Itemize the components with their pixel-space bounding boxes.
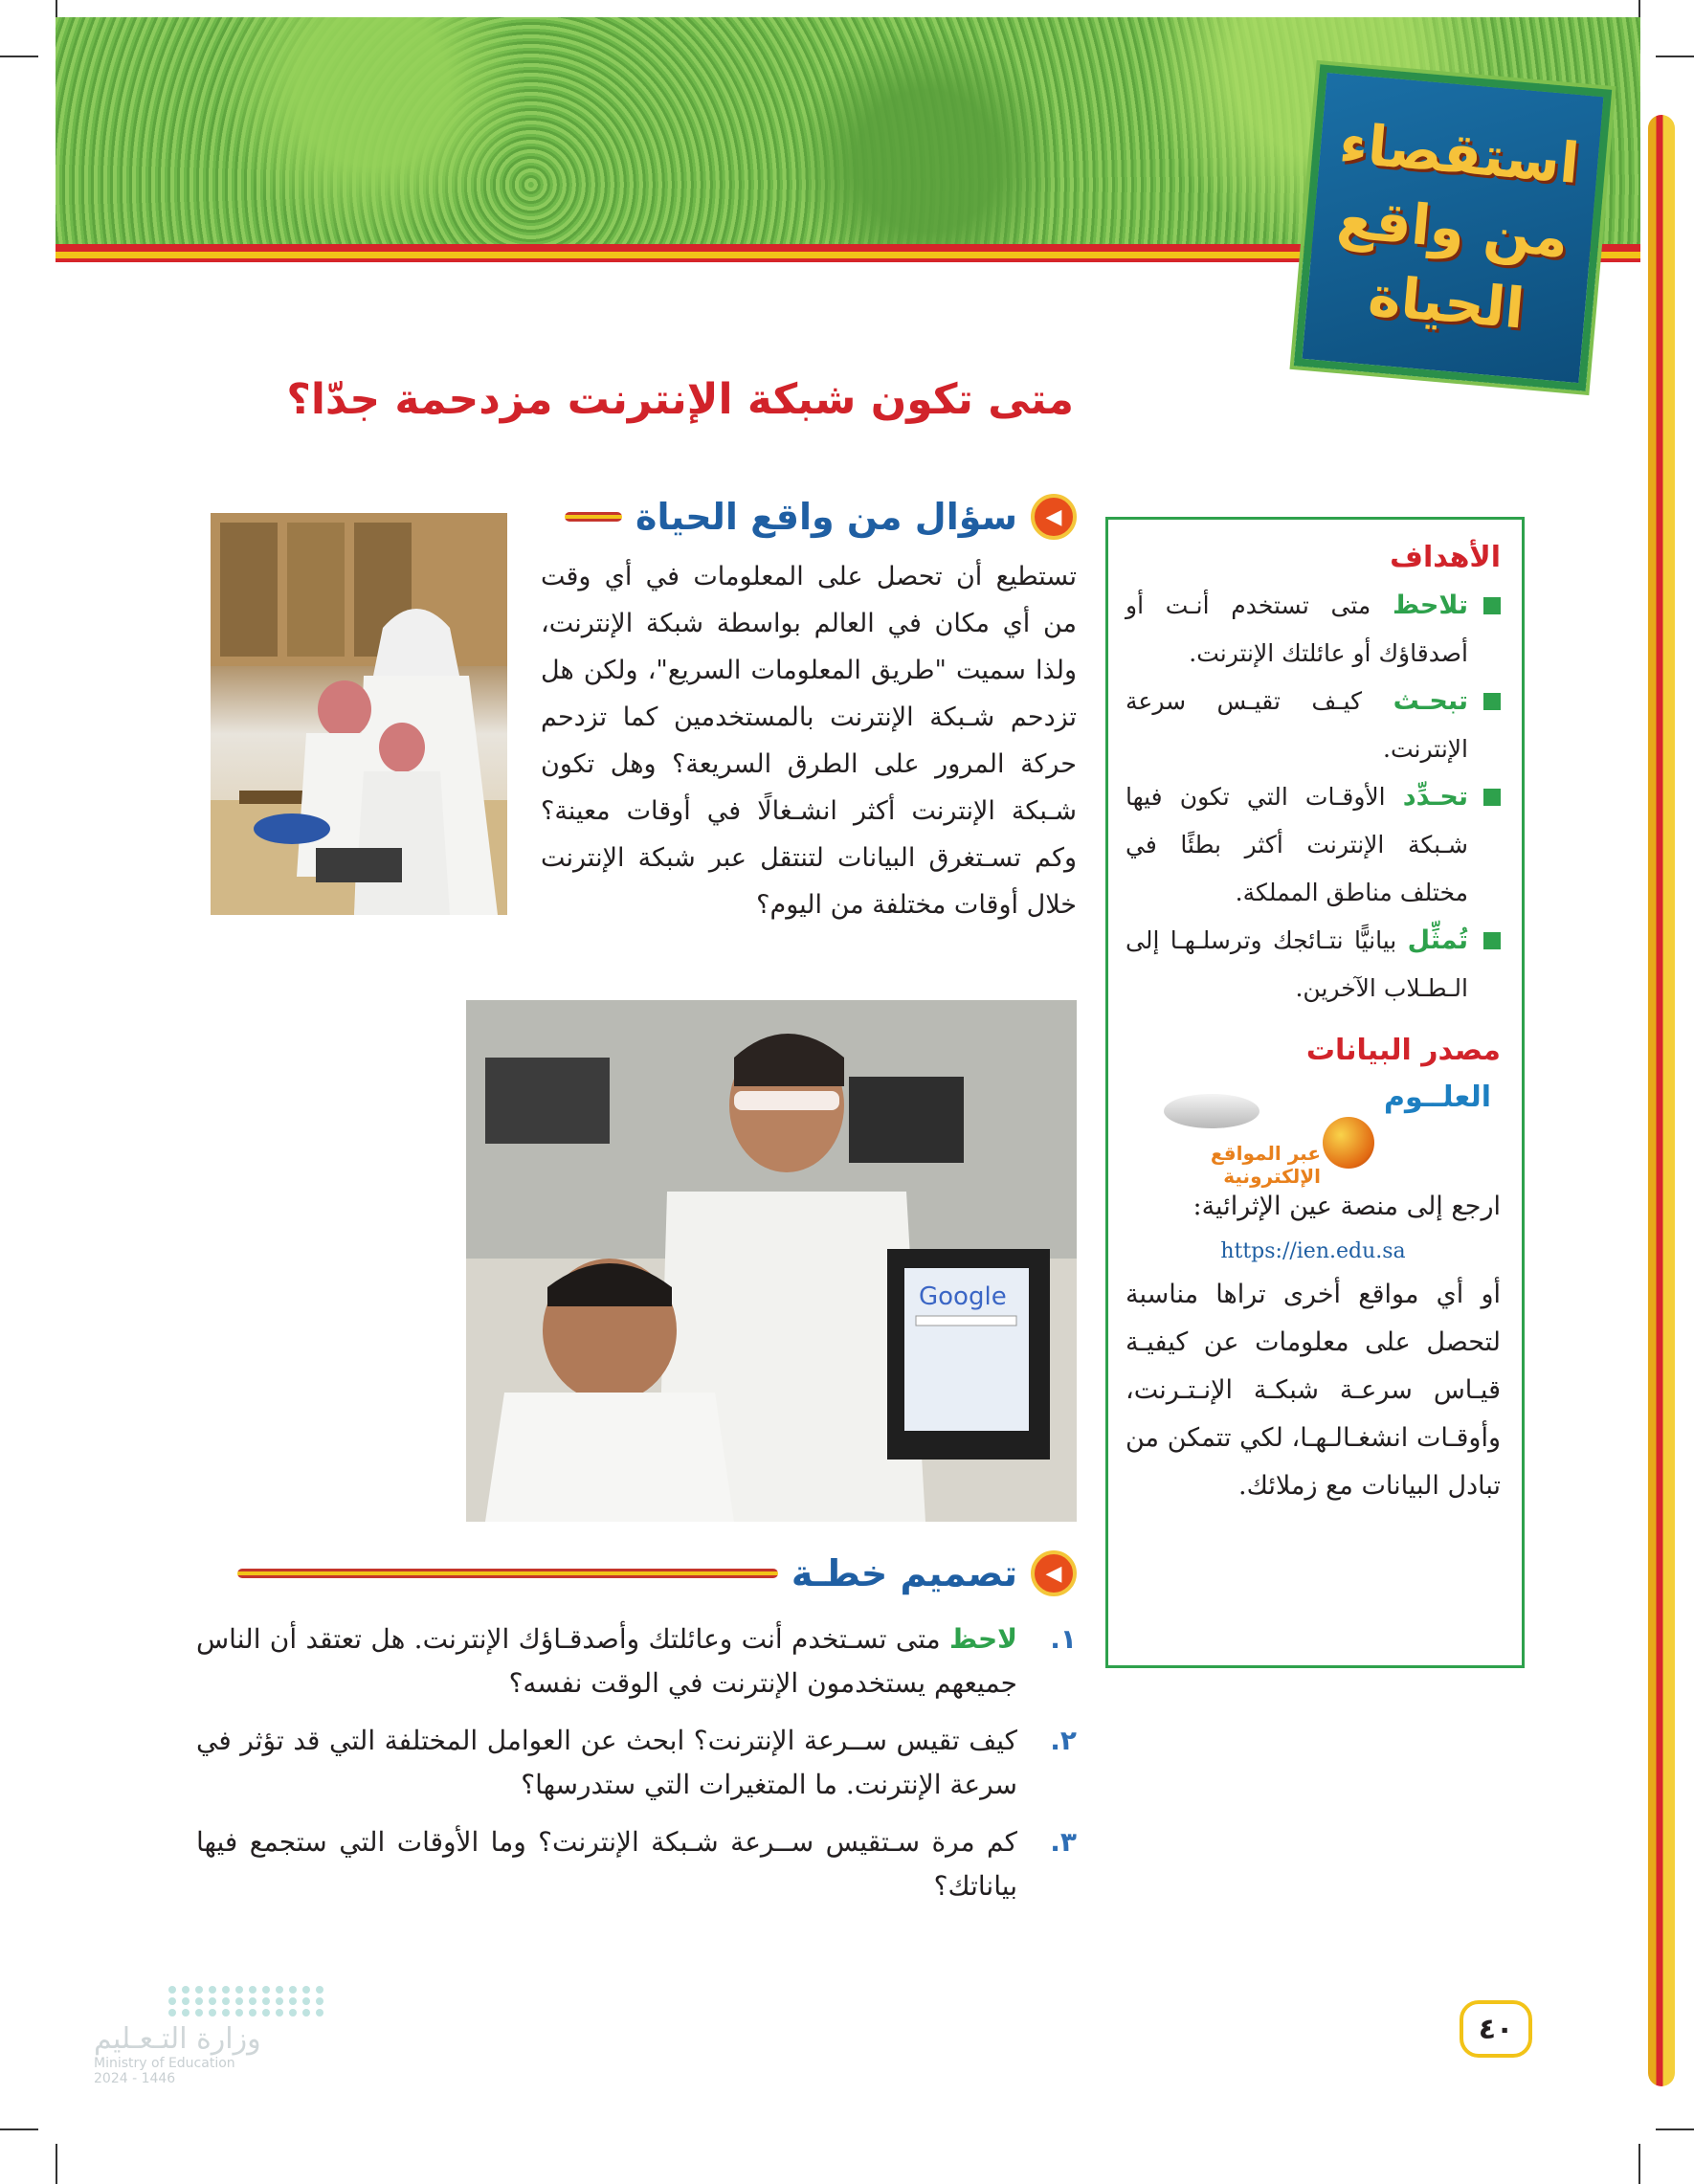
goals-title: الأهداف xyxy=(1390,541,1501,574)
badge-line: من واقع xyxy=(1334,185,1571,271)
plan-number: ٣. xyxy=(1050,1826,1077,1858)
square-bullet-icon xyxy=(1483,789,1501,806)
svg-text:Google: Google xyxy=(919,1282,1007,1311)
real-world-header xyxy=(565,494,1077,540)
real-world-title: سؤال من واقع الحياة xyxy=(635,496,1017,538)
goal-text: بيانيًّا نتـائجك وترسلـهـا إلى الـطـلاب الآخرين. xyxy=(1126,926,1468,1002)
crop-mark xyxy=(56,2144,57,2184)
crop-mark xyxy=(1656,2128,1694,2130)
goal-text: الأوقـات التي تكون فيها شـبكة الإنترنت أكثر بطئًا في مختلف مناطق المملكة. xyxy=(1126,783,1468,906)
goal-verb: تُمثِّل xyxy=(1407,925,1468,955)
goal-item xyxy=(1126,773,1501,917)
plan-verb: لاحظ xyxy=(948,1623,1017,1655)
ministry-dots-icon xyxy=(168,1986,323,2017)
goal-verb: تبحـث xyxy=(1393,686,1468,716)
goals-box xyxy=(1105,517,1525,1668)
reference-link[interactable]: https://ien.edu.sa xyxy=(1220,1239,1406,1263)
square-bullet-icon xyxy=(1483,597,1501,614)
section-rule xyxy=(565,512,622,522)
crop-mark xyxy=(1656,56,1694,57)
crop-mark xyxy=(0,2128,38,2130)
reference-line: ارجع إلى منصة عين الإثرائية: xyxy=(1192,1192,1501,1221)
data-source-title: مصدر البيانات xyxy=(1305,1034,1501,1067)
plan-text: كم مرة سـتقيس ســرعة شـبكة الإنترنت؟ وما الأوقات التي ستجمع فيها بياناتك؟ xyxy=(196,1826,1017,1902)
plan-text: متى تسـتخدم أنت وعائلتك وأصدقـاؤك الإنترنت. هل تعتقد أن الناس جميعهم يستخدمون الإنترنت في الوقت نفسه؟ xyxy=(196,1623,1017,1699)
square-bullet-icon xyxy=(1483,932,1501,949)
ministry-name-ar: وزارة التـعـليم xyxy=(94,2022,261,2056)
ministry-name-en: Ministry of Education xyxy=(94,2056,235,2071)
logo-science-text: العلــوم xyxy=(1383,1081,1491,1114)
goal-text: كيـف تقيـس سرعة الإنترنت. xyxy=(1126,687,1468,763)
science-online-logo xyxy=(1126,1071,1501,1188)
badge-line: استقصاء xyxy=(1336,110,1582,197)
crop-mark xyxy=(0,56,38,57)
crop-mark xyxy=(1638,2144,1640,2184)
goal-verb: تحـدِّد xyxy=(1402,782,1468,812)
square-bullet-icon xyxy=(1483,693,1501,710)
arrow-icon: ◀ xyxy=(1031,494,1077,540)
ministry-logo xyxy=(94,1986,323,2086)
goal-item xyxy=(1126,917,1501,1013)
main-question: متى تكون شبكة الإنترنت مزدحمة جدّا؟ xyxy=(286,375,1074,424)
title-badge xyxy=(1294,64,1612,390)
plan-item xyxy=(196,1617,1077,1705)
globe-icon xyxy=(1323,1117,1374,1169)
side-ribbon xyxy=(1648,115,1675,2086)
computer-mouse-icon xyxy=(1164,1094,1259,1128)
plan-title: تصميم خطـة xyxy=(791,1552,1017,1594)
reference-more: أو أي مواقع أخرى تراها مناسبة لتحصل على معلومات عن كيفيـة قيـاس سرعـة شبكـة الإنـتـرنت، وأوقـات انشغـالـهـا، لكي تتمكن من تبادل البيانات مع زملائك. xyxy=(1126,1280,1501,1501)
section-rule xyxy=(237,1569,778,1578)
badge-line: الحياة xyxy=(1365,262,1527,342)
plan-list xyxy=(196,1617,1077,1922)
plan-number: ١. xyxy=(1050,1623,1077,1655)
real-world-paragraph: تستطيع أن تحصل على المعلومات في أي وقت من أي مكان في العالم بواسطة شبكة الإنترنت، ولذا سميت "طريق المعلومات السريع"، ولكن هل تزدحم شـبكة الإنترنت بالمستخدمين كما تزدحم حركة المرور على الطرق السريعة؟ وهل تكون شـبكة الإنترنت أكثر انشـغالًا في أوقات معينة؟ وكم تسـتغرق البيانات لتنتقل عبر شبكة الإنترنت خلال أوقات مختلفة من اليوم؟ xyxy=(541,562,1077,920)
plan-number: ٢. xyxy=(1050,1725,1077,1756)
goal-item xyxy=(1126,582,1501,678)
goal-verb: تلاحظ xyxy=(1392,591,1468,620)
goal-item xyxy=(1126,678,1501,773)
logo-web-text: عبر المواقع الإلكترونية xyxy=(1210,1142,1321,1188)
computer-lab-photo xyxy=(466,1000,1077,1522)
goal-text: متى تستخدم أنـت أو أصدقاؤك أو عائلتك الإنترنت. xyxy=(1126,591,1468,667)
ministry-year: 2024 - 1446 xyxy=(94,2071,176,2086)
plan-text: كيف تقيس ســرعة الإنترنت؟ ابحث عن العوامل المختلفة التي قد تؤثر في سرعة الإنترنت. ما المتغيرات التي ستدرسها؟ xyxy=(196,1725,1017,1800)
plan-item xyxy=(196,1719,1077,1807)
library-photo xyxy=(211,513,507,915)
page-number: ٤٠ xyxy=(1460,2000,1532,2058)
arrow-icon: ◀ xyxy=(1031,1550,1077,1596)
plan-item xyxy=(196,1820,1077,1908)
plan-header xyxy=(237,1550,1077,1596)
